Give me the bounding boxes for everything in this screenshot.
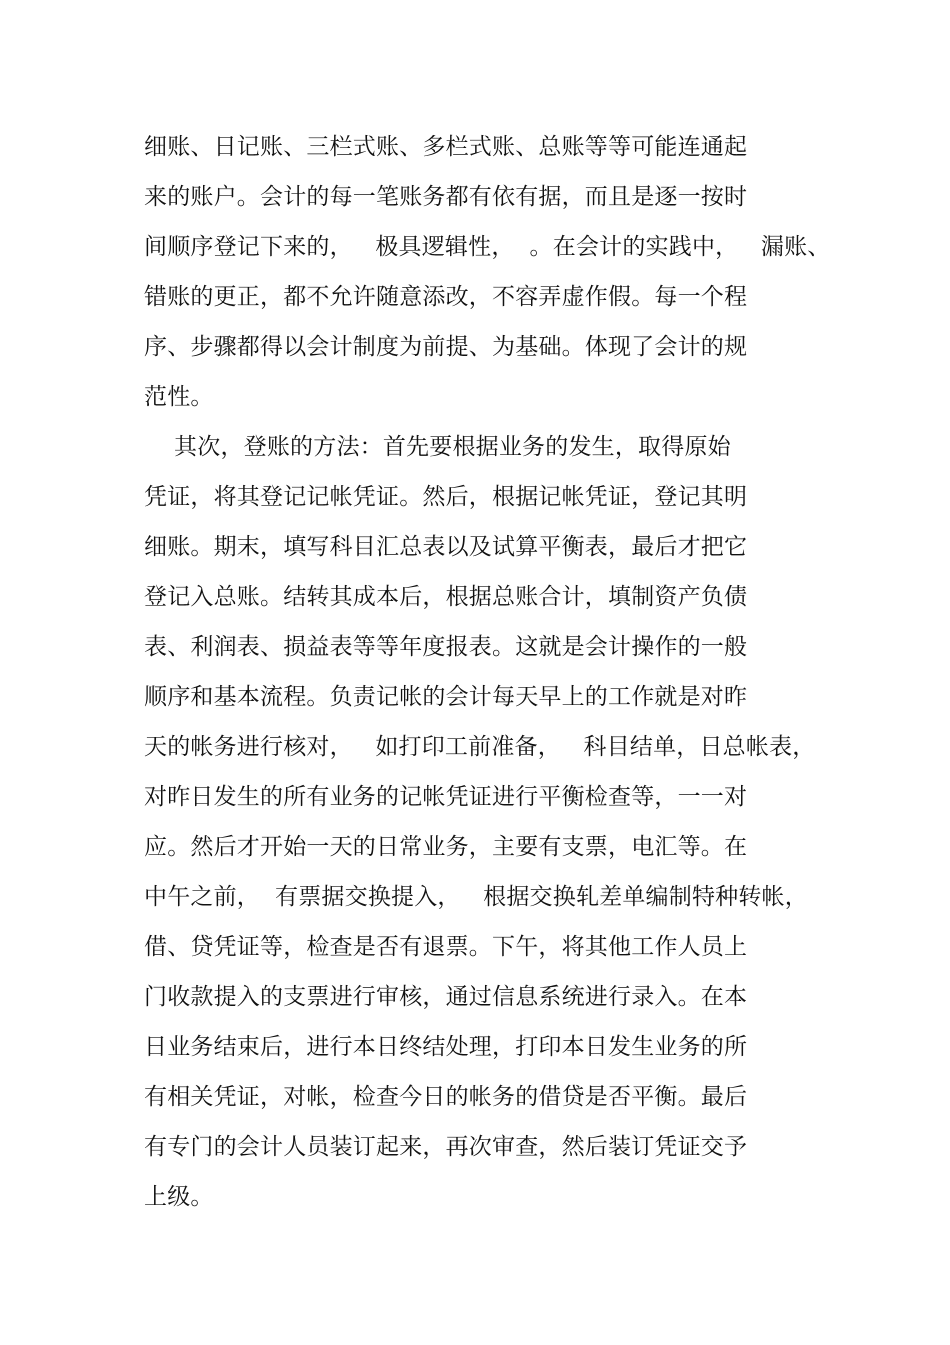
- text-line: 凭证，将其登记记帐凭证。然后，根据记帐凭证，登记其明: [144, 484, 748, 510]
- text-line: 借、贷凭证等，检查是否有退票。下午，将其他工作人员上: [144, 934, 748, 960]
- text-line: 登记入总账。结转其成本后，根据总账合计，填制资产负债: [144, 584, 748, 610]
- text-line: 日业务结束后，进行本日终结处理，打印本日发生业务的所: [144, 1034, 748, 1060]
- text-line: 上级。: [144, 1184, 214, 1210]
- text-line: 范性。: [144, 384, 214, 410]
- text-line: 应。然后才开始一天的日常业务，主要有支票，电汇等。在: [144, 834, 748, 860]
- text-line: 序、步骤都得以会计制度为前提、为基础。体现了会计的规: [144, 334, 748, 360]
- text-line: 错账的更正，都不允许随意添改，不容弄虚作假。每一个程: [144, 284, 748, 310]
- text-line: 细账、日记账、三栏式账、多栏式账、总账等等可能连通起: [144, 134, 748, 160]
- text-line: 表、利润表、损益表等等年度报表。这就是会计操作的一般: [144, 634, 748, 660]
- text-line: 门收款提入的支票进行审核，通过信息系统进行录入。在本: [144, 984, 748, 1010]
- text-line: 细账。期末，填写科目汇总表以及试算平衡表，最后才把它: [144, 534, 748, 560]
- text-line: 对昨日发生的所有业务的记帐凭证进行平衡检查等，一一对: [144, 784, 748, 810]
- text-line: 中午之前， 有票据交换提入， 根据交换轧差单编制特种转帐，: [144, 884, 808, 910]
- text-line: 有相关凭证，对帐，检查今日的帐务的借贷是否平衡。最后: [144, 1084, 748, 1110]
- text-line: 其次，登账的方法：首先要根据业务的发生，取得原始: [144, 434, 731, 460]
- text-line: 来的账户。会计的每一笔账务都有依有据，而且是逐一按时: [144, 184, 748, 210]
- text-line: 天的帐务进行核对， 如打印工前准备， 科目结单，日总帐表，: [144, 734, 816, 760]
- text-line: 顺序和基本流程。负责记帐的会计每天早上的工作就是对昨: [144, 684, 748, 710]
- text-line: 有专门的会计人员装订起来，再次审查，然后装订凭证交予: [144, 1134, 748, 1160]
- text-line: 间顺序登记下来的， 极具逻辑性， 。在会计的实践中， 漏账、: [144, 234, 831, 260]
- body-text: [144, 122, 844, 1222]
